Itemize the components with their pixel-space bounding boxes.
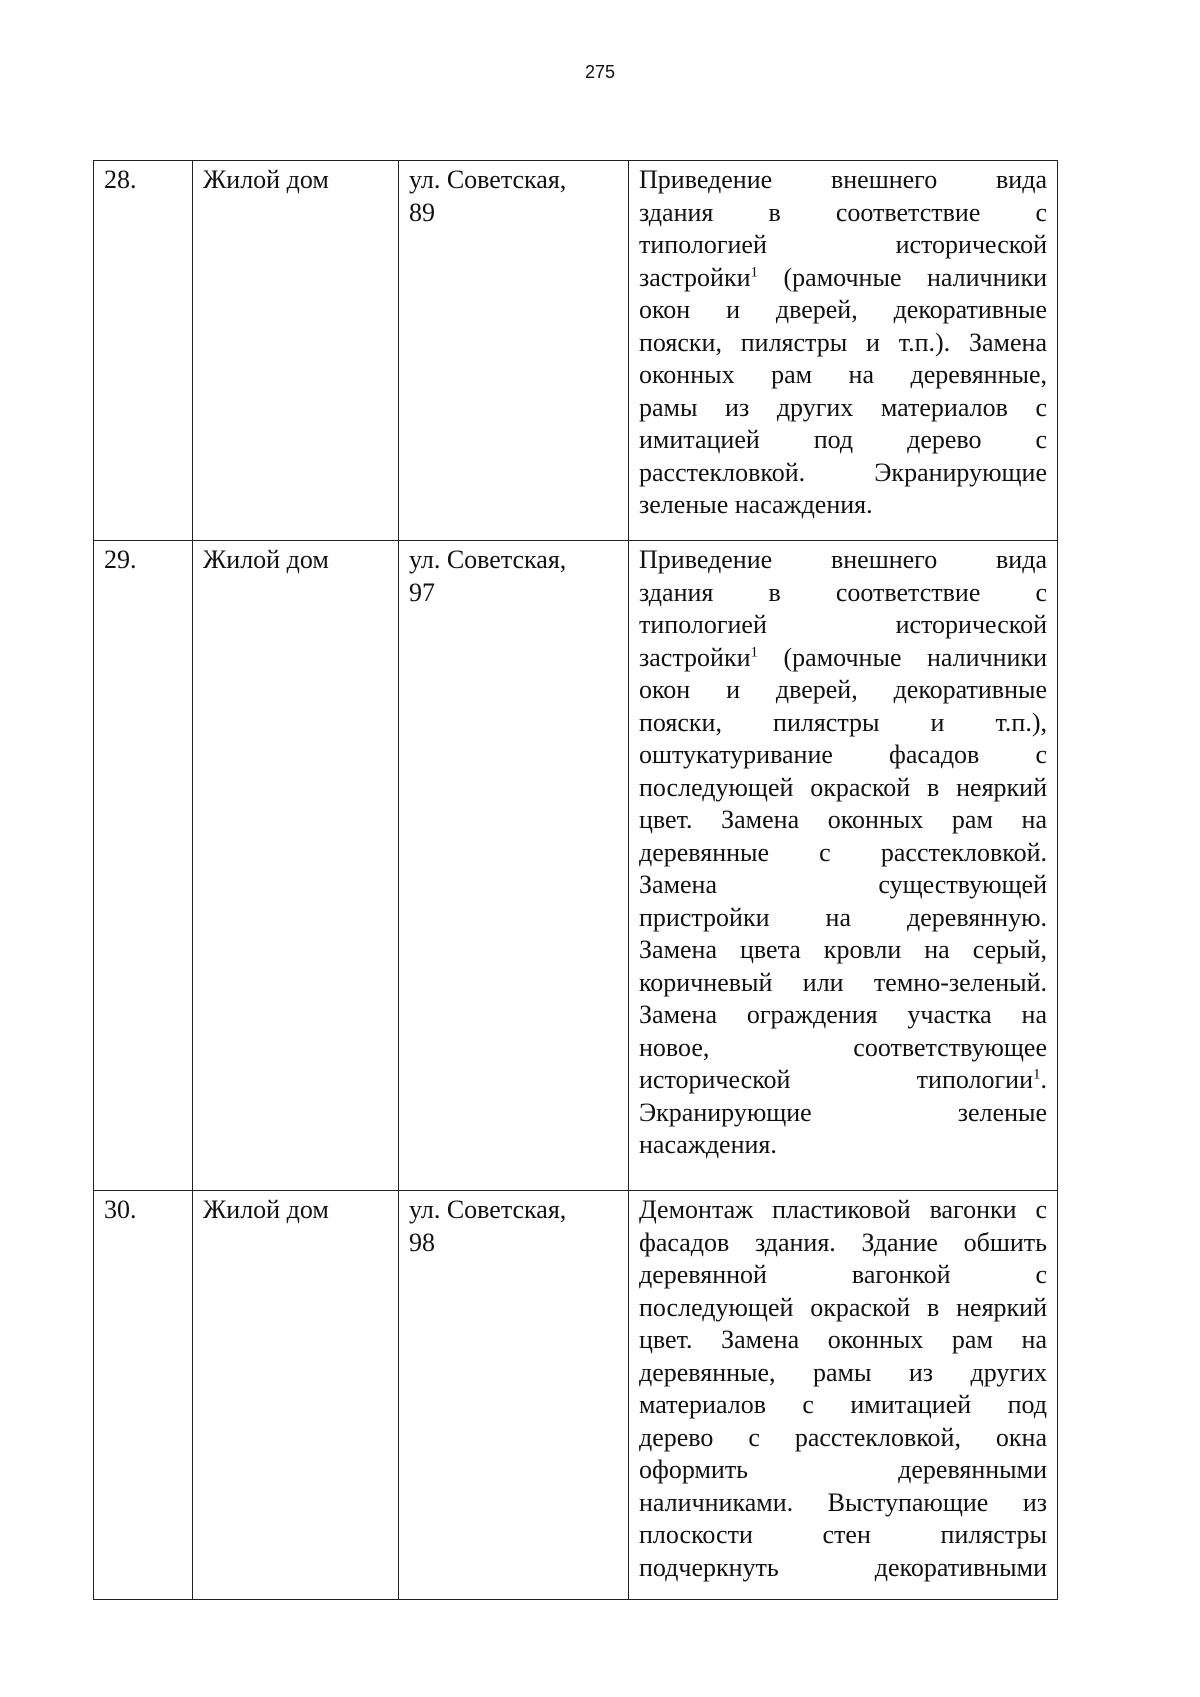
object-type: Жилой дом	[193, 161, 399, 541]
description-fragment: (рамочные наличники	[783, 642, 1047, 672]
address-street: ул. Советская,	[409, 165, 567, 194]
address-number: 98	[409, 1227, 435, 1257]
description-line: Экранирующие зеленые	[639, 1097, 1047, 1127]
description-line: Демонтаж пластиковой вагонки с	[639, 1195, 1047, 1224]
footnote-mark: 1	[1033, 1066, 1041, 1083]
objects-table	[93, 160, 1058, 1600]
description-line: оштукатуривание фасадов с	[639, 740, 1047, 769]
address-street: ул. Советская,	[409, 545, 567, 574]
description-line: оформить деревянными	[639, 1455, 1047, 1484]
description-line: здания в соответствие с	[639, 577, 1047, 607]
description-line: Приведение внешнего вида	[639, 165, 1047, 194]
description-line: новое, соответствующее	[639, 1032, 1047, 1062]
description-line: дерево с расстекловкой, окна	[639, 1422, 1047, 1452]
description-cell	[629, 161, 1058, 541]
footnote-mark: 1	[750, 263, 758, 280]
description-line: оконных рам на деревянные,	[639, 360, 1047, 389]
description-line: насаждения.	[639, 1130, 777, 1159]
description-line: окон и дверей, декоративные	[639, 295, 1047, 324]
description-line: фасадов здания. Здание обшить	[639, 1227, 1047, 1257]
description-line: последующей окраской в неяркий	[639, 1292, 1047, 1322]
row-number: 30.	[94, 1191, 193, 1600]
description-line	[639, 262, 1047, 295]
description-line	[639, 642, 1047, 675]
description-line: материалов с имитацией под	[639, 1390, 1047, 1419]
row-number: 29.	[94, 541, 193, 1191]
description-line: Замена существующей	[639, 870, 1047, 899]
description-line: деревянной вагонкой с	[639, 1260, 1047, 1289]
description-line: типологией исторической	[639, 230, 1047, 259]
description-line	[639, 1064, 1047, 1097]
address-number: 89	[409, 197, 435, 227]
description-line: рамы из других материалов с	[639, 392, 1047, 422]
table-row	[94, 541, 1058, 1191]
description-line: пристройки на деревянную.	[639, 902, 1047, 932]
footnote-mark: 1	[750, 643, 758, 660]
table-row	[94, 1191, 1058, 1600]
address-street: ул. Советская,	[409, 1195, 567, 1224]
description-line: деревянные с расстекловкой.	[639, 837, 1047, 867]
description-fragment: исторической типологии	[639, 1065, 1033, 1094]
table-row	[94, 161, 1058, 541]
description-line: окон и дверей, декоративные	[639, 675, 1047, 704]
description-line: пояски, пилястры и т.п.),	[639, 707, 1047, 737]
object-type: Жилой дом	[193, 1191, 399, 1600]
row-number: 28.	[94, 161, 193, 541]
description-line: коричневый или темно-зеленый.	[639, 967, 1047, 997]
description-line: Замена ограждения участка на	[639, 1000, 1047, 1029]
description-line: плоскости стен пилястры	[639, 1520, 1047, 1549]
description-line: цвет. Замена оконных рам на	[639, 1325, 1047, 1354]
address-cell	[399, 1191, 629, 1600]
description-line: цвет. Замена оконных рам на	[639, 805, 1047, 834]
description-line: подчеркнуть декоративными	[639, 1552, 1047, 1582]
description-line: деревянные, рамы из других	[639, 1357, 1047, 1387]
description-cell	[629, 541, 1058, 1191]
description-line: типологией исторической	[639, 610, 1047, 639]
description-line: имитацией под дерево с	[639, 425, 1047, 454]
address-cell	[399, 541, 629, 1191]
description-line: здания в соответствие с	[639, 197, 1047, 227]
address-cell	[399, 161, 629, 541]
description-fragment: .	[1040, 1065, 1047, 1094]
description-line: последующей окраской в неяркий	[639, 772, 1047, 802]
description-fragment: застройки	[639, 642, 751, 672]
description-line: Замена цвета кровли на серый,	[639, 935, 1047, 964]
object-type: Жилой дом	[193, 541, 399, 1191]
description-cell	[629, 1191, 1058, 1600]
description-line: наличниками. Выступающие из	[639, 1487, 1047, 1517]
description-fragment: застройки	[639, 262, 751, 292]
address-number: 97	[409, 577, 435, 607]
description-line: пояски, пилястры и т.п.). Замена	[639, 327, 1047, 357]
description-line: Приведение внешнего вида	[639, 545, 1047, 574]
page-number: 275	[584, 62, 616, 82]
description-fragment: (рамочные наличники	[783, 262, 1047, 292]
description-line: зеленые насаждения.	[639, 490, 873, 519]
description-line: расстекловкой. Экранирующие	[639, 457, 1047, 487]
